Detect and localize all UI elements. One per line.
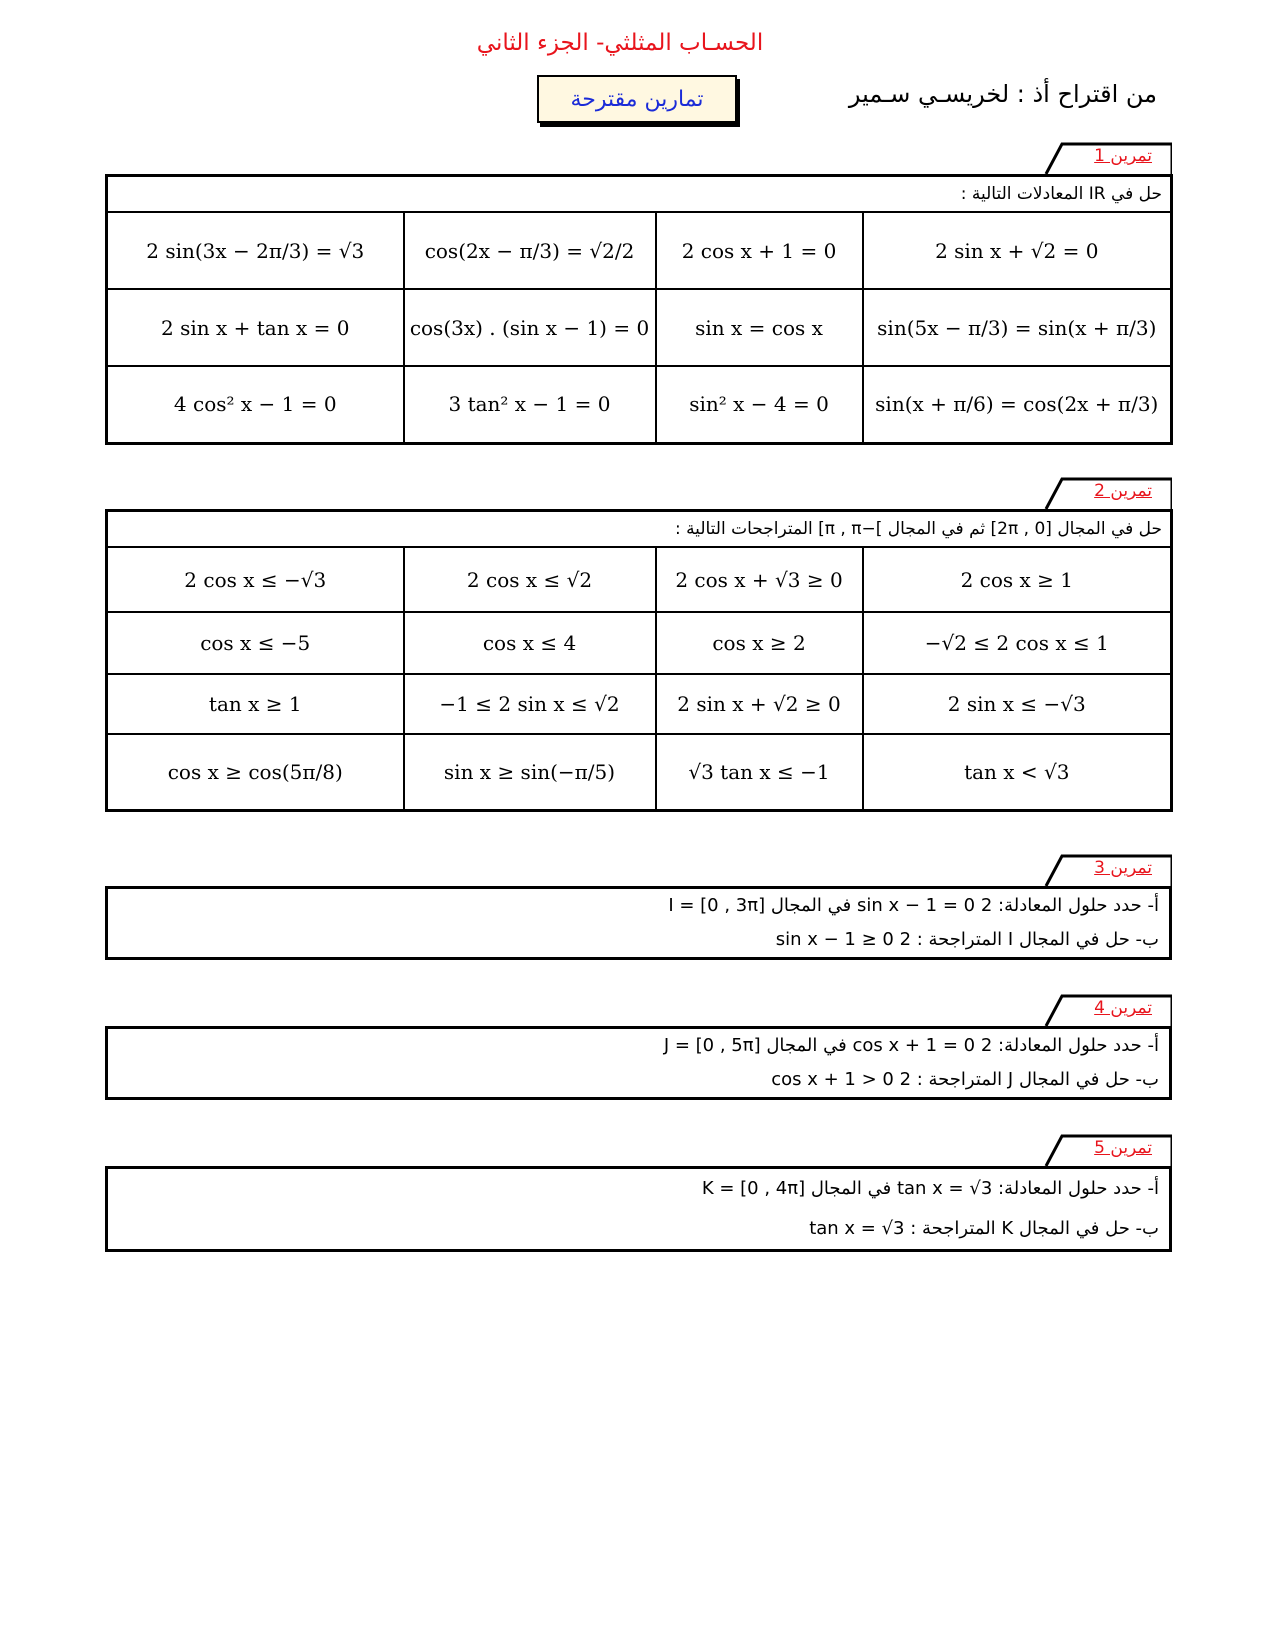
exercise-2-instruction: حل في المجال [0 , 2π] ثم في المجال ]−π , π] المتراجحات التالية : xyxy=(107,511,1172,548)
exercise-5-part-b: ب- حل في المجال K المتراجحة : tan x = √3 xyxy=(809,1218,1159,1239)
exercise-5-part-a: أ- حدد حلول المعادلة: tan x = √3 في المجال K = [0 , 4π] xyxy=(701,1178,1159,1199)
exercise-3-part-a: أ- حدد حلول المعادلة: 2 sin x − 1 = 0 في المجال I = [0 , 3π] xyxy=(668,895,1159,916)
author-line: من اقتراح أذ : لخريسـي سـمير xyxy=(848,80,1157,108)
inequality-cell: 2 cos x ≥ 1 xyxy=(863,547,1172,612)
equation-cell: 4 cos² x − 1 = 0 xyxy=(107,366,404,443)
equation-cell: cos(2x − π/3) = √2/2 xyxy=(404,212,656,289)
equation-cell: 2 sin x + √2 = 0 xyxy=(863,212,1172,289)
exercise-1-instruction: حل في IR المعادلات التالية : xyxy=(107,176,1172,213)
equation-cell: sin x = cos x xyxy=(656,289,863,366)
exercise-4-part-a: أ- حدد حلول المعادلة: 2 cos x + 1 = 0 في المجال J = [0 , 5π] xyxy=(663,1035,1159,1056)
equation-cell: 3 tan² x − 1 = 0 xyxy=(404,366,656,443)
exercises-badge: تمارين مقترحة xyxy=(537,75,737,123)
equation-cell: sin² x − 4 = 0 xyxy=(656,366,863,443)
equation-cell: sin(x + π/6) = cos(2x + π/3) xyxy=(863,366,1172,443)
exercise-2-tab xyxy=(1042,475,1172,509)
inequality-cell: −√2 ≤ 2 cos x ≤ 1 xyxy=(863,612,1172,674)
inequality-cell: tan x < √3 xyxy=(863,734,1172,810)
equation-cell: 2 cos x + 1 = 0 xyxy=(656,212,863,289)
exercise-1-label: تمرين 1 xyxy=(1094,146,1152,166)
inequality-cell: sin x ≥ sin(−π/5) xyxy=(404,734,656,810)
inequality-cell: cos x ≥ cos(5π/8) xyxy=(107,734,404,810)
equation-cell: sin(5x − π/3) = sin(x + π/3) xyxy=(863,289,1172,366)
equation-cell: 2 sin(3x − 2π/3) = √3 xyxy=(107,212,404,289)
exercise-1-tab xyxy=(1042,140,1172,174)
exercise-4-tab xyxy=(1042,992,1172,1026)
exercise-4-label: تمرين 4 xyxy=(1094,998,1152,1018)
exercise-5-label: تمرين 5 xyxy=(1094,1138,1152,1158)
inequality-cell: √3 tan x ≤ −1 xyxy=(656,734,863,810)
exercise-1-table xyxy=(105,174,1173,445)
inequality-cell: cos x ≤ 4 xyxy=(404,612,656,674)
inequality-cell: cos x ≤ −5 xyxy=(107,612,404,674)
equation-cell: 2 sin x + tan x = 0 xyxy=(107,289,404,366)
exercise-4-box xyxy=(105,1026,1172,1100)
exercise-5-box xyxy=(105,1166,1172,1252)
exercise-2-label: تمرين 2 xyxy=(1094,481,1152,501)
inequality-cell: 2 cos x ≤ −√3 xyxy=(107,547,404,612)
exercise-4-part-b: ب- حل في المجال J المتراجحة : 2 cos x + 1 > 0 xyxy=(771,1069,1159,1090)
equation-cell: cos(3x) . (sin x − 1) = 0 xyxy=(404,289,656,366)
inequality-cell: cos x ≥ 2 xyxy=(656,612,863,674)
exercise-3-part-b: ب- حل في المجال I المتراجحة : 2 sin x − 1 ≥ 0 xyxy=(775,929,1159,950)
inequality-cell: 2 cos x + √3 ≥ 0 xyxy=(656,547,863,612)
inequality-cell: 2 sin x + √2 ≥ 0 xyxy=(656,674,863,734)
inequality-cell: tan x ≥ 1 xyxy=(107,674,404,734)
exercise-3-box xyxy=(105,886,1172,960)
page-title: الحسـاب المثلثي- الجزء الثاني xyxy=(476,30,764,56)
inequality-cell: −1 ≤ 2 sin x ≤ √2 xyxy=(404,674,656,734)
exercise-5-tab xyxy=(1042,1132,1172,1166)
exercise-3-tab xyxy=(1042,852,1172,886)
exercise-2-table xyxy=(105,509,1173,812)
exercise-3-label: تمرين 3 xyxy=(1094,858,1152,878)
inequality-cell: 2 cos x ≤ √2 xyxy=(404,547,656,612)
inequality-cell: 2 sin x ≤ −√3 xyxy=(863,674,1172,734)
